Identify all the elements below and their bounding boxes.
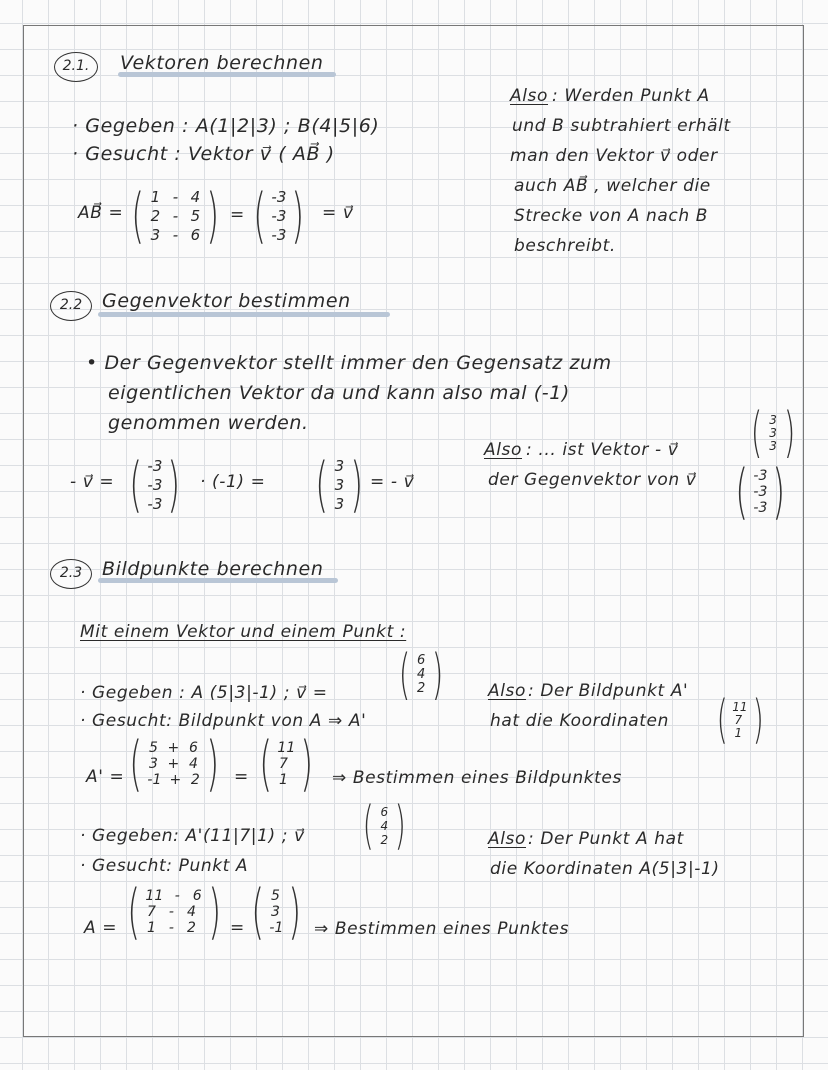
note-2-line-1: : ... ist Vektor - v⃗ — [526, 440, 679, 460]
matrix-cell: + — [167, 740, 180, 756]
matrix-cell: -3 — [147, 494, 163, 513]
matrix-row — [269, 904, 283, 920]
matrix-row — [147, 495, 162, 514]
matrix-cell: 2 — [416, 681, 426, 696]
matrix-cell: 1 — [734, 725, 743, 740]
matrix-cell: 6 — [380, 805, 389, 819]
matrix-cell: - — [172, 206, 179, 225]
matrix-cell: -3 — [271, 206, 287, 225]
matrix-cell: 2 — [190, 772, 200, 788]
eq-rhs-2: = - v⃗ — [370, 472, 415, 492]
mul-2: · (-1) = — [200, 472, 266, 492]
matrix-cell: 6 — [190, 225, 201, 244]
matrix-row — [149, 226, 201, 245]
matrix-row — [378, 819, 390, 833]
matrix-row — [271, 226, 286, 245]
text-2-line-0: • Der Gegenvektor stellt immer den Gegensatz zum — [86, 352, 612, 374]
matrix-cell: 7 — [146, 904, 156, 920]
section-number-2: 2.2 — [50, 291, 92, 321]
matrix-cell: 5 — [270, 888, 280, 904]
b-eq-sign: = — [230, 918, 245, 938]
matrix-row — [732, 701, 747, 714]
a-matrix-1: ( 5 + 6 3 + 4 -1 + 2 ) — [129, 729, 220, 799]
matrix-row — [767, 414, 779, 427]
matrix-row — [271, 188, 286, 207]
matrix-row — [378, 805, 390, 819]
matrix-cell: - — [174, 888, 180, 904]
matrix-cell: 11 — [145, 888, 164, 904]
b-lhs: A = — [84, 918, 118, 938]
matrix-row — [147, 772, 201, 788]
matrix-row — [277, 740, 295, 756]
matrix-cell: 3 — [150, 225, 161, 244]
matrix-row — [145, 904, 203, 920]
matrix-cell: 1 — [146, 920, 156, 936]
matrix-row — [415, 668, 427, 682]
matrix-cell: + — [167, 756, 180, 772]
matrix-cell: 1 — [150, 187, 161, 206]
matrix-cell: 2 — [186, 920, 196, 936]
matrix-cell: - — [172, 187, 179, 206]
matrix-row — [378, 833, 390, 847]
sought-1: · Gesucht : Vektor v⃗ ( AB⃗ ) — [72, 143, 335, 165]
a-note-vector: ( 11 7 1 ) — [716, 690, 764, 750]
matrix-cell: 6 — [188, 740, 198, 756]
b-note-label: Also — [488, 829, 527, 849]
matrix-cell: -1 — [147, 772, 162, 788]
a-matrix-2: ( 11 7 1 ) — [259, 729, 314, 799]
b-matrix-1: ( 11 - 6 7 - 4 1 - 2 ) — [127, 877, 222, 947]
matrix-cell: - — [172, 225, 179, 244]
matrix-cell: 3 — [148, 756, 158, 772]
b-note-2: die Koordinaten A(5|3|-1) — [490, 859, 720, 879]
matrix-row — [147, 476, 162, 495]
matrix-row — [753, 484, 767, 500]
matrix-row — [753, 500, 767, 516]
b-sought: · Gesucht: Punkt A — [80, 856, 249, 876]
matrix-cell: -3 — [753, 500, 768, 516]
matrix-cell: 4 — [380, 819, 389, 833]
matrix-cell: 7 — [278, 756, 288, 772]
matrix-cell: 5 — [148, 740, 158, 756]
matrix-row — [333, 457, 345, 476]
section-number-1: 2.1. — [54, 52, 98, 82]
matrix-cell: 3 — [334, 456, 345, 475]
matrix-row — [753, 468, 767, 484]
matrix-row — [767, 440, 779, 453]
matrix-cell: 2 — [150, 206, 161, 225]
highlight-2 — [98, 312, 390, 317]
section-title-2: Gegenvektor bestimmen — [102, 290, 351, 312]
text-2-line-2: genommen werden. — [108, 412, 309, 434]
matrix-row — [145, 920, 203, 936]
matrix-1a: ( 1 - 4 2 - 5 3 - 6 ) — [131, 181, 220, 251]
section-title-1: Vektoren berechnen — [120, 52, 324, 74]
a-arrow: ⇒ Bestimmen eines Bildpunktes — [332, 768, 622, 788]
matrix-row — [333, 495, 345, 514]
note-1-line-3: auch AB⃗ , welcher die — [514, 176, 711, 196]
matrix-2a: ( -3 -3 -3 ) — [129, 450, 181, 520]
matrix-cell: 3 — [334, 494, 345, 513]
matrix-cell: 3 — [334, 475, 345, 494]
matrix-row — [767, 427, 779, 440]
section-number-3: 2.3 — [50, 559, 92, 589]
b-given: · Gegeben: A'(11|7|1) ; v⃗ — [80, 826, 305, 846]
matrix-cell: -1 — [269, 920, 284, 936]
matrix-cell: 1 — [278, 772, 288, 788]
matrix-cell: 4 — [190, 187, 201, 206]
matrix-row — [147, 756, 201, 772]
matrix-row — [145, 888, 203, 904]
note-label-1: Also — [510, 86, 549, 106]
given-1: · Gegeben : A(1|2|3) ; B(4|5|6) — [72, 115, 380, 137]
matrix-cell: 4 — [188, 756, 198, 772]
matrix-cell: 3 — [769, 412, 777, 427]
section-title-3: Bildpunkte berechnen — [102, 558, 324, 580]
b-vector: ( 6 4 2 ) — [362, 796, 407, 856]
matrix-cell: 4 — [416, 667, 426, 682]
b-arrow: ⇒ Bestimmen eines Punktes — [314, 919, 570, 939]
matrix-cell: -3 — [271, 187, 287, 206]
a-note-1: : Der Bildpunkt A' — [528, 681, 689, 701]
matrix-cell: 3 — [769, 425, 777, 440]
note-1-line-4: Strecke von A nach B — [514, 206, 709, 226]
matrix-row — [732, 714, 747, 727]
a-eq-sign: = — [234, 767, 249, 787]
note-1-line-1: und B subtrahiert erhält — [512, 116, 731, 136]
note-matrix-2a: ( 3 3 3 ) — [750, 401, 796, 464]
matrix-cell: 6 — [416, 653, 426, 668]
matrix-cell: + — [169, 772, 182, 788]
matrix-cell: 6 — [192, 888, 202, 904]
matrix-row — [147, 740, 201, 756]
matrix-row — [277, 772, 295, 788]
matrix-1b: ( -3 -3 -3 ) — [253, 181, 305, 251]
a-given: · Gegeben : A (5|3|-1) ; v⃗ = — [80, 683, 328, 703]
matrix-row — [271, 207, 286, 226]
matrix-cell: - — [168, 920, 174, 936]
note-1-line-2: man den Vektor v⃗ oder — [510, 146, 718, 166]
a-sought: · Gesucht: Bildpunkt von A ⇒ A' — [80, 711, 367, 731]
note-2-line-2: der Gegenvektor von v⃗ — [488, 470, 697, 490]
matrix-cell: 7 — [734, 712, 743, 727]
a-note-label: Also — [488, 681, 527, 701]
matrix-cell: - — [168, 904, 174, 920]
b-matrix-2: ( 5 3 -1 ) — [251, 877, 302, 947]
matrix-cell: 3 — [769, 438, 777, 453]
matrix-2b: ( 3 3 3 ) — [315, 450, 364, 520]
matrix-cell: -3 — [147, 475, 163, 494]
b-note-1: : Der Punkt A hat — [528, 829, 684, 849]
a-note-2: hat die Koordinaten — [490, 711, 669, 731]
subtitle-3: Mit einem Vektor und einem Punkt : — [80, 622, 407, 642]
matrix-cell: -3 — [147, 456, 163, 475]
matrix-cell: -3 — [753, 468, 768, 484]
matrix-cell: 5 — [190, 206, 201, 225]
matrix-cell: 3 — [270, 904, 280, 920]
note-1-line-0: : Werden Punkt A — [552, 86, 710, 106]
matrix-row — [333, 476, 345, 495]
a-lhs: A' = — [86, 767, 125, 787]
matrix-cell: 2 — [380, 833, 389, 847]
matrix-row — [269, 920, 283, 936]
eq-rhs-1: = v⃗ — [322, 203, 354, 223]
matrix-row — [415, 654, 427, 668]
matrix-row — [269, 888, 283, 904]
a-vector: ( 6 4 2 ) — [398, 643, 444, 706]
matrix-row — [147, 457, 162, 476]
text-2-line-1: eigentlichen Vektor da und kann also mal (-1) — [108, 382, 570, 404]
eq-lhs-1: AB⃗ = — [78, 203, 124, 223]
matrix-row — [277, 756, 295, 772]
matrix-row — [149, 188, 201, 207]
matrix-cell: 11 — [277, 740, 296, 756]
eq-lhs-2: - v⃗ = — [70, 472, 115, 492]
matrix-row — [149, 207, 201, 226]
matrix-cell: -3 — [753, 484, 768, 500]
note-1-line-5: beschreibt. — [514, 236, 616, 256]
matrix-cell: -3 — [271, 225, 287, 244]
matrix-cell: 11 — [732, 699, 748, 714]
eq-sign-1: = — [230, 205, 245, 225]
note-label-2: Also — [484, 440, 523, 460]
matrix-row — [415, 682, 427, 696]
note-matrix-2b: ( -3 -3 -3 ) — [735, 457, 786, 527]
matrix-cell: 4 — [186, 904, 196, 920]
matrix-row — [732, 727, 747, 740]
